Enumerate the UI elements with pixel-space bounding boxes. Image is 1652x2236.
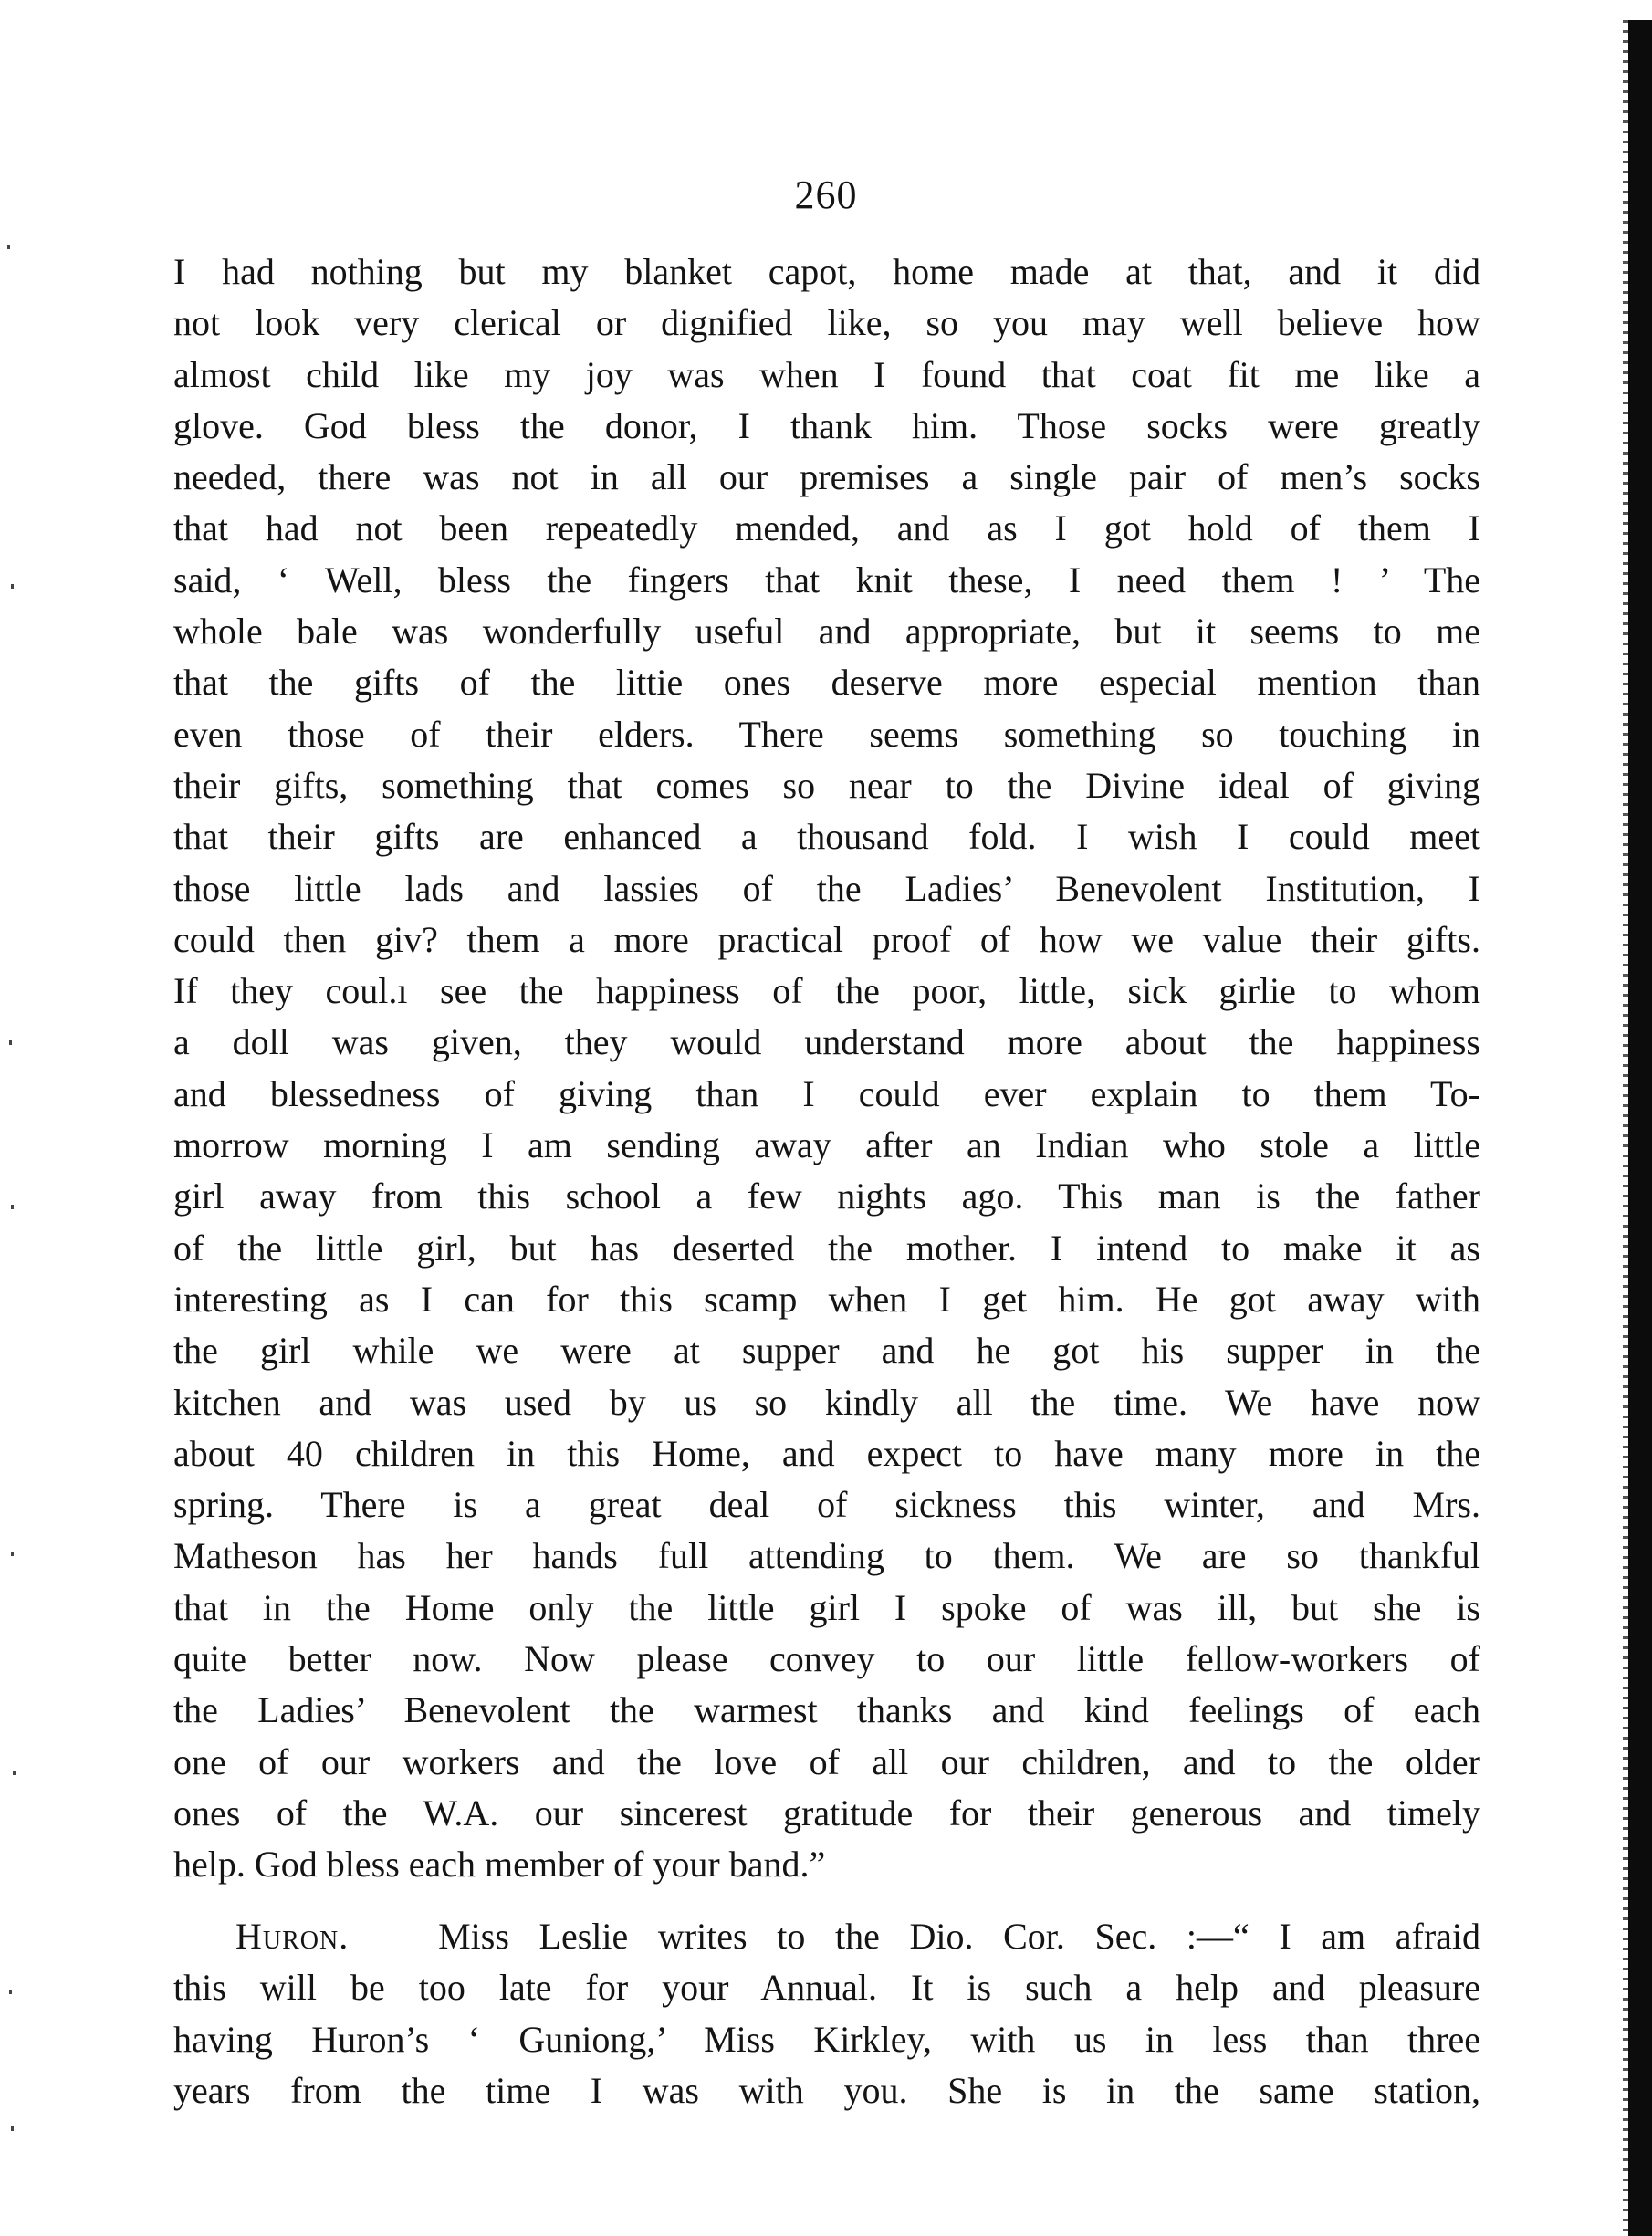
text-line: not look very clerical or dignified like, so you may well believe how	[173, 302, 1480, 344]
scan-speck	[9, 1040, 12, 1045]
text-line: that the gifts of the littie ones deserve more especial mention than	[173, 662, 1480, 704]
text-line: and blessedness of giving than I could ever explain to them To-	[173, 1072, 1480, 1114]
text-line: girl away from this school a few nights ago. This man is the father	[173, 1175, 1480, 1217]
scan-speck	[11, 1205, 14, 1209]
scan-speck	[9, 1990, 12, 1994]
scan-speck	[7, 245, 10, 249]
text-line: that their gifts are enhanced a thousand fold. I wish I could meet	[173, 816, 1480, 858]
text-line: said, ‘ Well, bless the fingers that knit these, I need them ! ’ The	[173, 559, 1480, 601]
text-line: a doll was given, they would understand more about the happiness	[173, 1021, 1480, 1063]
scan-speck	[13, 1771, 16, 1775]
scan-speck	[11, 2126, 14, 2131]
text-line: morrow morning I am sending away after an Indian who stole a little	[173, 1124, 1480, 1166]
text-line: could then giv? them a more practical proof of how we value their gifts.	[173, 918, 1480, 960]
text-line: those little lads and lassies of the Ladies’ Benevolent Institution, I	[173, 867, 1480, 909]
text-line: interesting as I can for this scamp when I get him. He got away with	[173, 1278, 1480, 1320]
scan-speck	[11, 1552, 14, 1556]
text-line: even those of their elders. There seems something so touching in	[173, 713, 1480, 755]
text-line: the girl while we were at supper and he got his supper in the	[173, 1330, 1480, 1372]
text-line: ones of the W.A. our sincerest gratitude for their generous and timely	[173, 1792, 1480, 1834]
text-line: If they coul.ı see the happiness of the poor, little, sick girlie to whom	[173, 970, 1480, 1012]
scan-margin-specks	[0, 0, 37, 2236]
text-line: one of our workers and the love of all our children, and to the older	[173, 1740, 1480, 1782]
text-line: help. God bless each member of your band.”	[173, 1844, 826, 1886]
huron-first-line	[173, 1911, 1480, 1962]
scan-speck	[11, 584, 14, 589]
text-line: glove. God bless the donor, I thank him. Those socks were greatly	[173, 404, 1480, 446]
text-line: about 40 children in this Home, and expect to have many more in the	[173, 1432, 1480, 1474]
text-line: spring. There is a great deal of sickness this winter, and Mrs.	[173, 1484, 1480, 1526]
letter-body	[173, 246, 1480, 1891]
text-line: having Huron’s ‘ Guniong,’ Miss Kirkley, with us in less than three	[173, 2018, 1480, 2060]
text-line: their gifts, something that comes so near to the Divine ideal of giving	[173, 764, 1480, 806]
text-line: that had not been repeatedly mended, and as I got hold of them I	[173, 507, 1480, 549]
page-number: 260	[794, 172, 858, 217]
text-line: I had nothing but my blanket capot, home made at that, and it did	[173, 251, 1480, 292]
text-line: Matheson has her hands full attending to them. We are so thankful	[173, 1535, 1480, 1577]
text-line: whole bale was wonderfully useful and appropriate, but it seems to me	[173, 611, 1480, 653]
huron-heading: Huron.	[235, 1916, 350, 1957]
huron-paragraph	[173, 1911, 1480, 2116]
text-line: needed, there was not in all our premises a single pair of men’s socks	[173, 456, 1480, 498]
book-binding-edge	[1628, 20, 1652, 2236]
text-line: of the little girl, but has deserted the mother. I intend to make it as	[173, 1227, 1480, 1269]
text-line: this will be too late for your Annual. It is such a help and pleasure	[173, 1967, 1480, 2009]
text-line: almost child like my joy was when I found that coat fit me like a	[173, 353, 1480, 395]
text-line: quite better now. Now please convey to our little fellow-workers of	[173, 1638, 1480, 1680]
huron-first-line-text: Miss Leslie writes to the Dio. Cor. Sec. :—“ I am afraid	[438, 1916, 1481, 1957]
text-line: the Ladies’ Benevolent the warmest thanks and kind feelings of each	[173, 1689, 1480, 1731]
text-line: years from the time I was with you. She is in the same station,	[173, 2069, 1480, 2111]
text-line: that in the Home only the little girl I spoke of was ill, but she is	[173, 1586, 1480, 1628]
text-line: kitchen and was used by us so kindly all the time. We have now	[173, 1381, 1480, 1423]
